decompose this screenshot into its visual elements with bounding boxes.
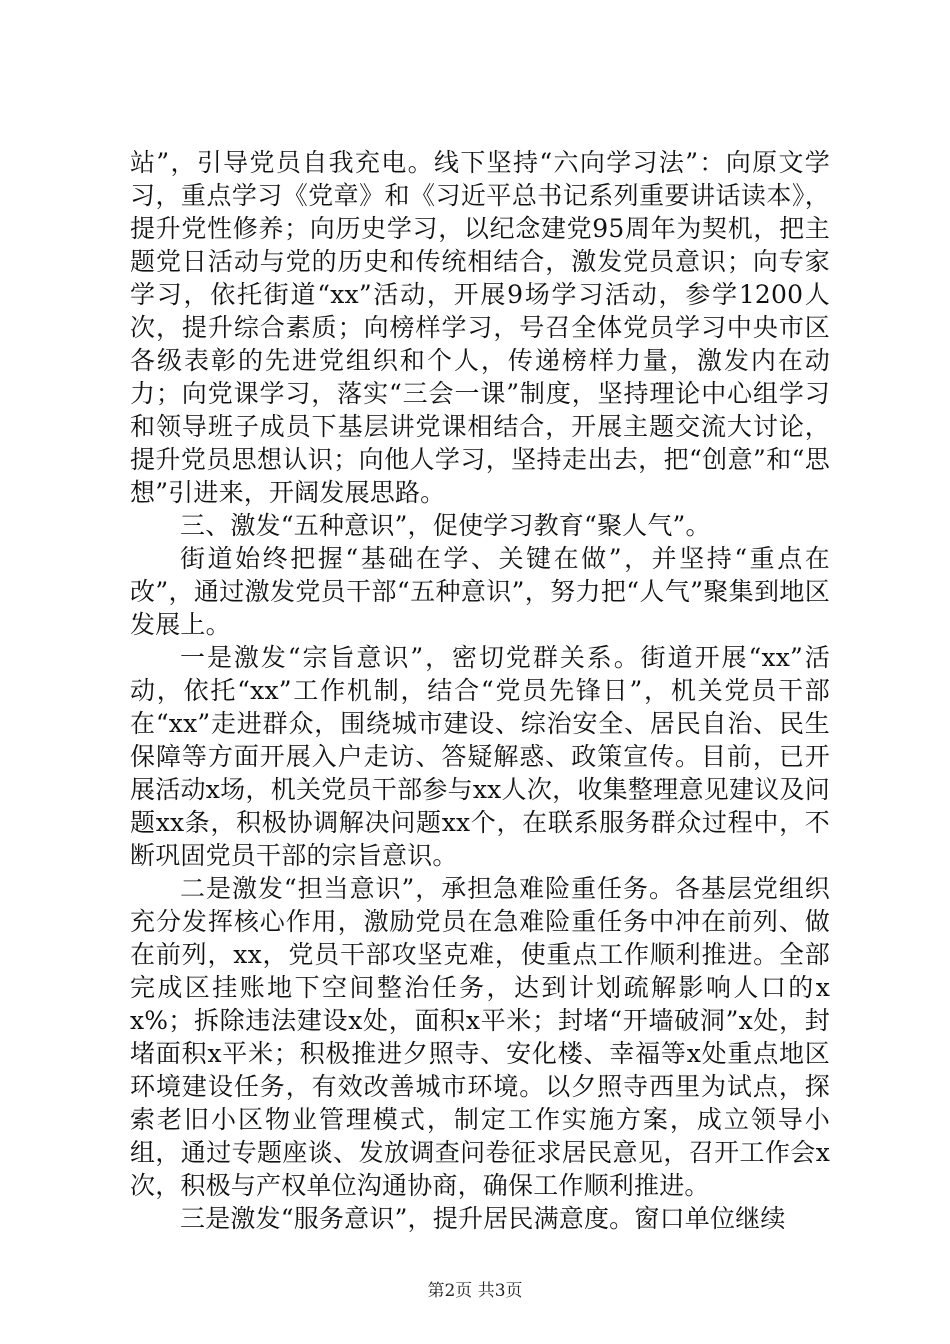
paragraph-5: 二是激发“担当意识”，承担急难险重任务。各基层党组织充分发挥核心作用，激励党员在急难险重任务中冲在前列、做在前列，xx，党员干部攻坚克难，使重点工作顺利推进。全部完成区挂账地下空间整治任务，达到计划疏解影响人口的xx%；拆除违法建设x处，面积x平米；封堵“开墙破洞”x处，封堵面积x平米；积极推进夕照寺、安化楼、幸福等x处重点地区环境建设任务，有效改善城市环境。以夕照寺西里为试点，探索老旧小区物业管理模式，制定工作实施方案，成立领导小组，通过专题座谈、发放调查问卷征求居民意见，召开工作会x次，积极与产权单位沟通协商，确保工作顺利推进。 bbox=[130, 874, 830, 1200]
paragraph-3: 街道始终把握“基础在学、关键在做”，并坚持“重点在改”，通过激发党员干部“五种意识”，努力把“人气”聚集到地区发展上。 bbox=[130, 544, 830, 639]
paragraph-1: 站”，引导党员自我充电。线下坚持“六向学习法”：向原文学习，重点学习《党章》和《习近平总书记系列重要讲话读本》，提升党性修养；向历史学习，以纪念建党95周年为契机，把主题党日活动与党的历史和传统相结合，激发党员意识；向专家学习，依托街道“xx”活动，开展9场学习活动，参学1200人次，提升综合素质；向榜样学习，号召全体党员学习中央市区各级表彰的先进党组织和个人，传递榜样力量，激发内在动力；向党课学习，落实“三会一课”制度，坚持理论中心组学习和领导班子成员下基层讲党课相结合，开展主题交流大讨论，提升党员思想认识；向他人学习，坚持走出去，把“创意”和“思想”引进来，开阔发展思路。 bbox=[130, 148, 830, 507]
paragraph-4: 一是激发“宗旨意识”，密切党群关系。街道开展“xx”活动，依托“xx”工作机制，结合“党员先锋日”，机关党员干部在“xx”走进群众，围绕城市建设、综治安全、居民自治、民生保障等方面开展入户走访、答疑解惑、政策宣传。目前，已开展活动x场，机关党员干部参与xx人次，收集整理意见建议及问题xx条，积极协调解决问题xx个，在联系服务群众过程中，不断巩固党员干部的宗旨意识。 bbox=[130, 643, 830, 870]
page-number-footer: 第2页 共3页 bbox=[427, 1281, 523, 1301]
document-body bbox=[130, 146, 830, 1235]
paragraph-6: 三是激发“服务意识”，提升居民满意度。窗口单位继续 bbox=[180, 1204, 786, 1233]
paragraph-2-section-heading: 三、激发“五种意识”，促使学习教育“聚人气”。 bbox=[180, 511, 711, 540]
